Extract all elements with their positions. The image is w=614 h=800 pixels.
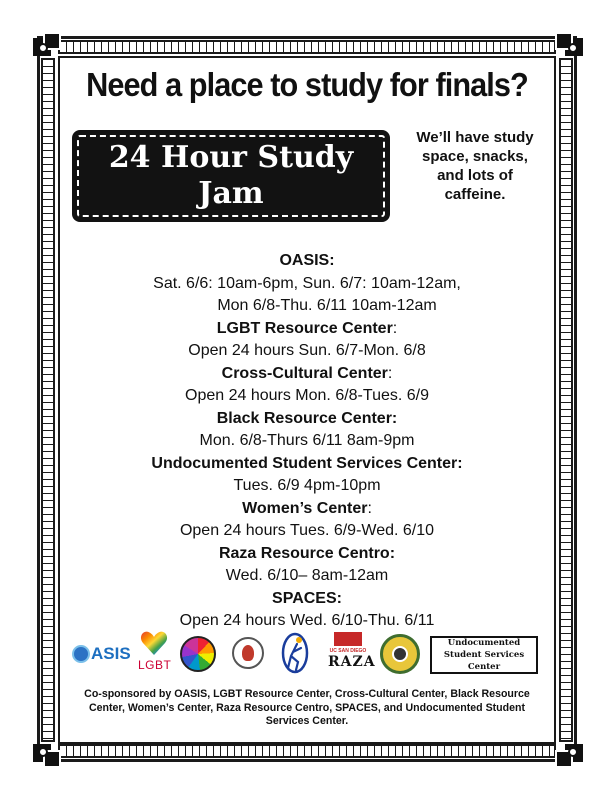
event-title: 24 Hour Study Jam (108, 140, 354, 211)
figure-icon (242, 645, 254, 661)
corner-ornament-icon (33, 32, 63, 62)
raza-logo-caption: UC SAN DIEGO (329, 648, 367, 654)
lgbt-logo-text: LGBT (138, 658, 172, 672)
undocumented-logo-text (432, 637, 536, 673)
hours-spaces: Open 24 hours Wed. 6/10-Thu. 6/11 (179, 612, 435, 629)
oasis-logo (72, 644, 131, 666)
location-womens-row (70, 498, 544, 521)
undocumented-center-logo (430, 636, 538, 674)
womens-center-logo (280, 632, 310, 674)
headline: Need a place to study for finals? (86, 66, 528, 103)
hours-lgbt: Open 24 hours Sun. 6/7-Mon. 6/8 (188, 342, 426, 359)
location-undocumented: Undocumented Student Services Center: (151, 454, 463, 472)
undocumented-logo-line2: Student Services Center (443, 650, 525, 672)
hours-cross-cultural: Open 24 hours Mon. 6/8-Tues. 6/9 (185, 387, 429, 404)
location-oasis: OASIS: (279, 252, 335, 269)
location-lgbt-row (70, 318, 544, 341)
black-resource-logo (232, 637, 264, 669)
lgbt-logo (136, 630, 172, 674)
location-ccc-row (70, 363, 544, 386)
sponsor-logos (68, 630, 546, 678)
seal-logo (380, 634, 420, 674)
oasis-logo-text: ASIS (91, 644, 131, 663)
hours-raza: Wed. 6/10– 8am-12am (225, 567, 389, 584)
border-rail-right (559, 58, 573, 742)
location-suffix: : (392, 319, 398, 337)
corner-ornament-icon (33, 738, 63, 768)
event-title-banner (72, 130, 390, 222)
location-womens: Women’s Center (242, 499, 368, 517)
location-cross-cultural: Cross-Cultural Center (221, 364, 388, 382)
hours-black-resource: Mon. 6/8-Thurs 6/11 8am-9pm (199, 432, 415, 449)
offer-text: We’ll have study space, snacks, and lots of caffeine. (416, 129, 534, 203)
location-suffix: : (387, 364, 393, 382)
hours-undocumented: Tues. 6/9 4pm-10pm (233, 477, 381, 494)
undocumented-logo-line1: Undocumented (447, 638, 521, 648)
location-lgbt: LGBT Resource Center (216, 319, 393, 337)
location-raza: Raza Resource Centro: (218, 544, 396, 562)
cosponsor-text: Co-sponsored by OASIS, LGBT Resource Center, Cross-Cultural Center, Black Resource Center, Women’s Center, Raza Resource Centro, SPACES, and Undocumented Student Services Center. (84, 688, 530, 727)
border-rail-left (41, 58, 55, 742)
location-black-resource: Black Resource Center: (216, 409, 398, 427)
hours-oasis: Sat. 6/6: 10am-6pm, Sun. 6/7: 10am-12am, (153, 274, 461, 292)
raza-logo-text: RAZA (328, 654, 376, 670)
rainbow-heart-icon (140, 630, 168, 656)
hours-womens: Open 24 hours Tues. 6/9-Wed. 6/10 (179, 522, 435, 539)
schedule-list (70, 250, 544, 633)
location-suffix: : (367, 499, 372, 517)
border-rail-bottom (58, 744, 556, 758)
cross-cultural-logo (180, 636, 216, 672)
hours-oasis-cont: Mon 6/8-Thu. 6/11 10am-12am (217, 297, 437, 314)
corner-ornament-icon (553, 738, 583, 768)
seal-emblem-icon (392, 646, 408, 662)
corner-ornament-icon (553, 32, 583, 62)
location-spaces: SPACES: (272, 589, 342, 607)
raza-pattern-icon (334, 632, 362, 646)
oasis-o-icon (72, 645, 90, 663)
border-rail-top (58, 40, 556, 54)
raza-resource-logo (328, 632, 376, 676)
